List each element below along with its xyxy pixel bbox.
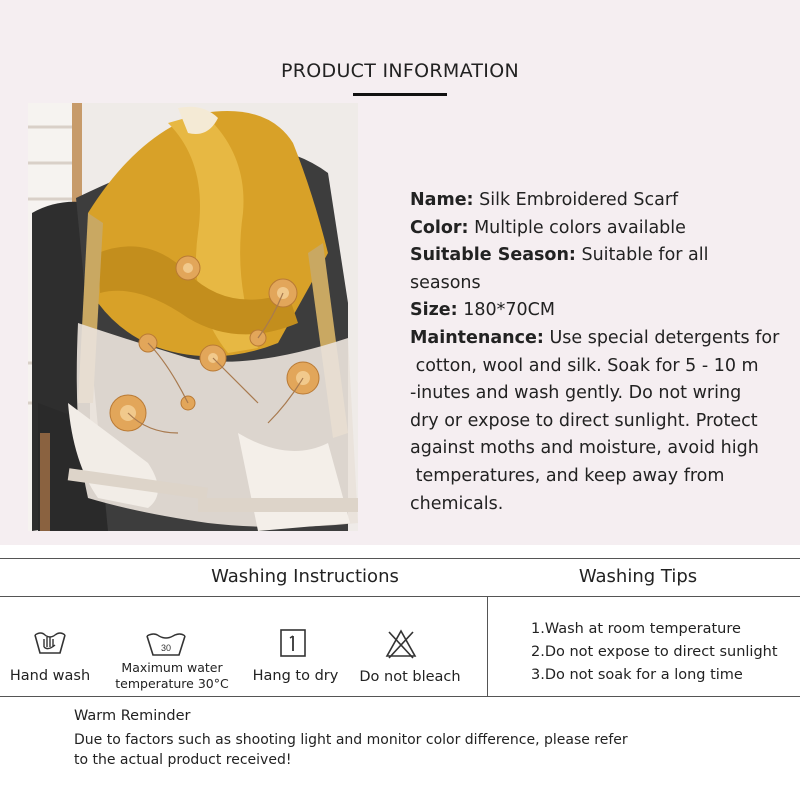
- hand-wash-label: Hand wash: [9, 668, 91, 684]
- divider-line: [0, 558, 800, 559]
- hang-dry-icon: [279, 628, 307, 662]
- svg-text:30: 30: [160, 643, 172, 653]
- max-temp-30-icon: [144, 630, 188, 662]
- no-bleach-label: Do not bleach: [359, 669, 461, 685]
- maintenance-line: -inutes and wash gently. Do not wring: [410, 383, 742, 404]
- title-underline: [353, 93, 447, 96]
- product-details: [410, 187, 780, 518]
- hand-wash-icon: [32, 627, 68, 661]
- warm-reminder-title: Warm Reminder: [74, 708, 191, 724]
- hang-dry-label: Hang to dry: [252, 668, 339, 684]
- column-divider: [487, 596, 488, 696]
- product-photo: [28, 103, 358, 531]
- tip-item: 2.Do not expose to direct sunlight: [531, 644, 778, 660]
- tip-item: 3.Do not soak for a long time: [531, 667, 743, 683]
- maintenance-line: cotton, wool and silk. Soak for 5 - 10 m: [410, 355, 759, 376]
- scarf-illustration: [28, 103, 358, 531]
- washing-tips-title: Washing Tips: [578, 566, 698, 587]
- max-temp-label: Maximum water temperature 30°C: [115, 660, 229, 691]
- detail-season: Suitable Season: Suitable for all seasons: [410, 245, 715, 293]
- maintenance-line: temperatures, and keep away from: [410, 465, 725, 486]
- maintenance-line: dry or expose to direct sunlight. Protect: [410, 410, 758, 431]
- detail-size: Size: 180*70CM: [410, 300, 555, 321]
- detail-color: Color: Multiple colors available: [410, 217, 686, 238]
- divider-line: [0, 696, 800, 697]
- maintenance-line: chemicals.: [410, 493, 504, 514]
- page-title: PRODUCT INFORMATION: [281, 60, 519, 82]
- detail-maintenance: Maintenance: Use special detergents for: [410, 327, 780, 348]
- washing-instructions-title: Washing Instructions: [211, 566, 399, 587]
- detail-name: Name: Silk Embroidered Scarf: [410, 190, 679, 210]
- maintenance-line: against moths and moisture, avoid high: [410, 438, 759, 459]
- tip-item: 1.Wash at room temperature: [531, 621, 741, 637]
- no-bleach-icon: [385, 628, 417, 664]
- warm-reminder-text: Due to factors such as shooting light and monitor color difference, please refer to the actual product received!: [74, 732, 628, 768]
- divider-line: [0, 596, 800, 597]
- washing-tips-list: [531, 618, 778, 687]
